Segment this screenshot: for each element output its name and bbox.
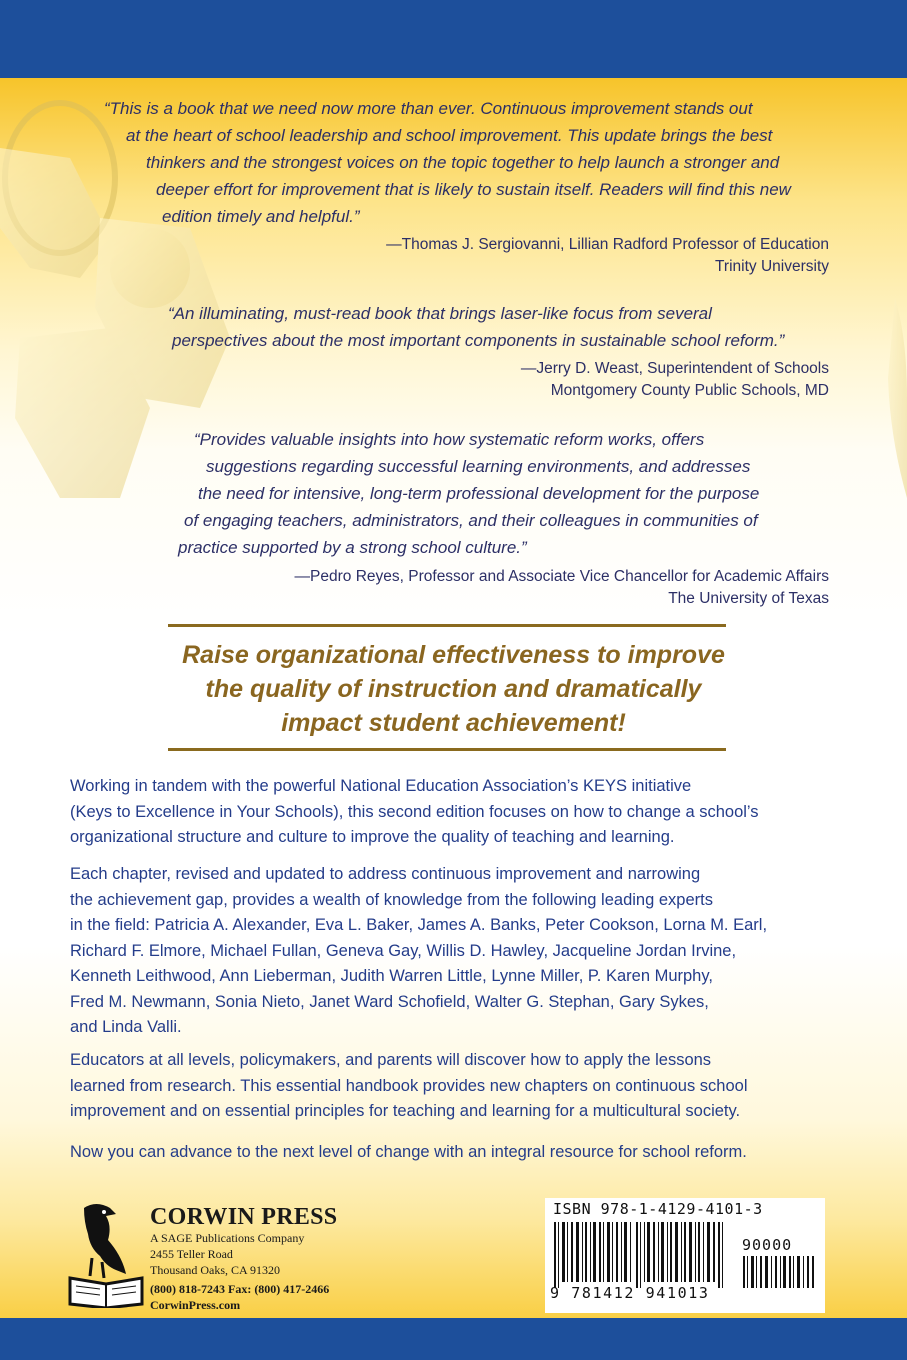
corwin-raven-logo-icon [66,1200,146,1308]
headline-line: Raise organizational effectiveness to improve [182,641,725,669]
quote-2 [168,300,858,354]
body-paragraph-1 [70,774,840,851]
quote-line: at the heart of school leadership and school improvement. This update brings the best [126,126,773,145]
ean-number-text: 9 781412 941013 [550,1284,710,1302]
publisher-address-1: 2455 Teller Road [150,1247,233,1261]
body-line: Each chapter, revised and updated to address continuous improvement and narrowing [70,865,701,883]
quote-line: “An illuminating, must-read book that brings laser-like focus from several [168,304,712,323]
attribution-2 [521,358,829,402]
body-line: and Linda Valli. [70,1018,182,1036]
quote-3 [178,426,858,561]
attribution-line: The University of Texas [668,590,829,607]
body-line: Richard F. Elmore, Michael Fullan, Geneva Gay, Willis D. Hawley, Jacqueline Jordan Irvine, [70,941,737,960]
quote-line: edition timely and helpful.” [162,207,360,226]
body-line: (Keys to Excellence in Your Schools), this second edition focuses on how to change a school’s [70,802,759,821]
body-line: Fred M. Newmann, Sonia Nieto, Janet Ward Schofield, Walter G. Stephan, Gary Sykes, [70,992,709,1011]
attribution-3 [295,566,829,610]
body-line: organizational structure and culture to improve the quality of teaching and learning. [70,828,675,846]
body-line: Educators at all levels, policymakers, and parents will discover how to apply the lessons [70,1051,712,1069]
headline-bottom-rule [168,748,726,751]
attribution-line: Trinity University [715,258,829,275]
body-line: in the field: Patricia A. Alexander, Eva L. Baker, James A. Banks, Peter Cookson, Lorna M. Earl, [70,916,768,934]
price-code-text: 90000 [742,1236,793,1254]
publisher-website: CorwinPress.com [150,1298,241,1312]
body-line: improvement and on essential principles for teaching and learning for a multicultural society. [70,1102,741,1120]
publisher-name: CORWIN PRESS [150,1204,338,1230]
body-line: Working in tandem with the powerful National Education Association’s KEYS initiative [70,777,692,795]
body-paragraph-2 [70,862,840,1041]
quote-line: perspectives about the most important components in sustainable school reform.” [172,331,785,350]
body-line: Now you can advance to the next level of change with an integral resource for school reform. [70,1143,747,1161]
quote-line: thinkers and the strongest voices on the topic together to help launch a stronger and [146,153,780,172]
top-color-band [0,0,907,78]
body-line: Kenneth Leithwood, Ann Lieberman, Judith Warren Little, Lynne Miller, P. Karen Murphy, [70,967,713,985]
quote-line: “This is a book that we need now more than ever. Continuous improvement stands out [104,99,753,118]
quote-line: of engaging teachers, administrators, and their colleagues in communities of [184,511,758,530]
attribution-line: —Jerry D. Weast, Superintendent of Schools [520,360,829,377]
headline-top-rule [168,624,726,627]
body-line: learned from research. This essential handbook provides new chapters on continuous school [70,1076,748,1095]
body-line: the achievement gap, provides a wealth of knowledge from the following leading experts [70,890,713,909]
attribution-line: —Thomas J. Sergiovanni, Lillian Radford Professor of Education [386,236,829,253]
bottom-color-band [0,1318,907,1360]
attribution-line: —Pedro Reyes, Professor and Associate Vice Chancellor for Academic Affairs [294,568,829,585]
publisher-address-2: Thousand Oaks, CA 91320 [150,1263,280,1277]
isbn-text: ISBN 978-1-4129-4101-3 [553,1200,763,1218]
headline-line: the quality of instruction and dramatically [205,675,702,703]
quote-line: suggestions regarding successful learning environments, and addresses [206,457,751,476]
headline-line: impact student achievement! [281,709,626,737]
quote-1 [100,95,840,230]
key-icon [888,298,907,498]
body-paragraph-4 [70,1140,840,1166]
attribution-1 [386,234,829,278]
quote-line: practice supported by a strong school culture.” [178,538,527,557]
publisher-company: A SAGE Publications Company [150,1231,305,1245]
publisher-phone: (800) 818-7243 Fax: (800) 417-2466 [150,1282,330,1296]
attribution-line: Montgomery County Public Schools, MD [550,382,829,399]
isbn-barcode-icon [552,1222,732,1288]
quote-line: “Provides valuable insights into how systematic reform works, offers [194,430,705,449]
quote-line: the need for intensive, long-term professional development for the purpose [198,484,760,503]
body-paragraph-3 [70,1048,840,1125]
headline [100,638,807,740]
quote-line: deeper effort for improvement that is likely to sustain itself. Readers will find this new [156,180,791,199]
price-barcode-icon [742,1256,816,1288]
